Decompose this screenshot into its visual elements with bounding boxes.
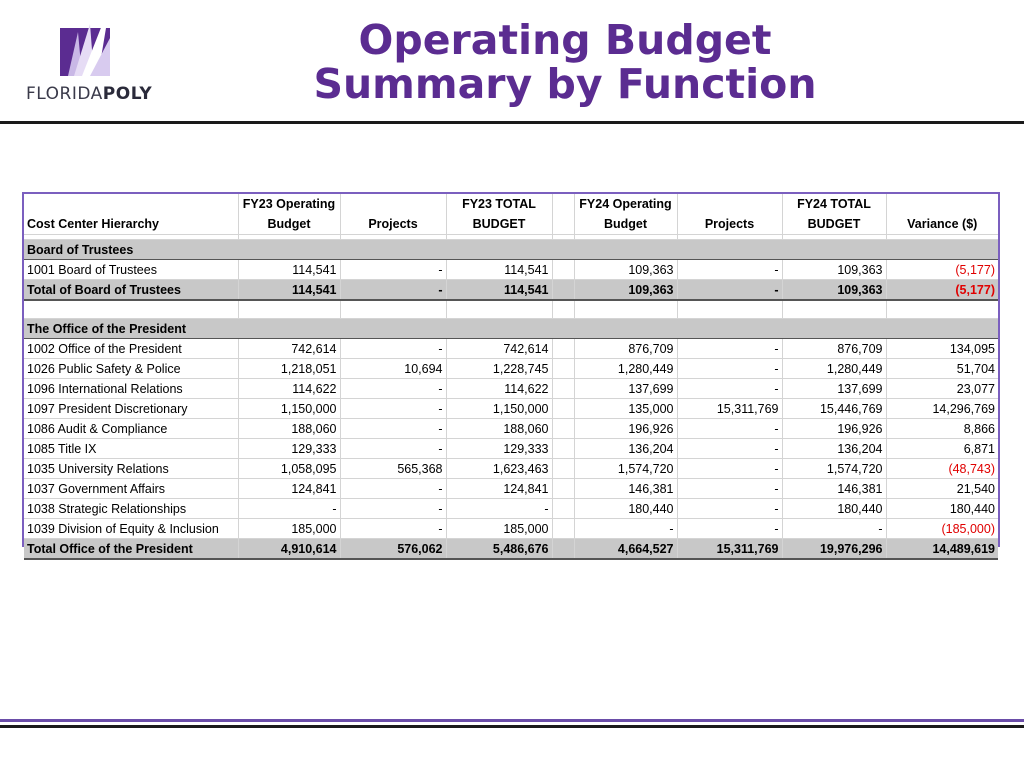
total-fy24-total: 19,976,296 bbox=[782, 539, 886, 560]
fy24-op-cell: 136,204 bbox=[574, 439, 677, 459]
gap-cell bbox=[552, 379, 574, 399]
total-fy24-op: 4,664,527 bbox=[574, 539, 677, 560]
total-label: Total of Board of Trustees bbox=[24, 280, 238, 301]
fy24-proj-cell: - bbox=[677, 339, 782, 359]
fy23-total-cell: 185,000 bbox=[446, 519, 552, 539]
fy23-total-cell: 1,623,463 bbox=[446, 459, 552, 479]
fy23-total-cell: 129,333 bbox=[446, 439, 552, 459]
total-row-office-of-the-president bbox=[24, 539, 998, 560]
total-fy24-proj: 15,311,769 bbox=[677, 539, 782, 560]
header-row-top bbox=[24, 194, 998, 214]
column-header: Variance ($) bbox=[886, 214, 998, 235]
col-top bbox=[886, 194, 998, 214]
gap-cell bbox=[552, 260, 574, 280]
fy23-op-cell: 185,000 bbox=[238, 519, 340, 539]
table-row bbox=[24, 419, 998, 439]
fy24-total-cell: 109,363 bbox=[782, 260, 886, 280]
total-row-board-of-trustees bbox=[24, 280, 998, 301]
total-fy23-op: 114,541 bbox=[238, 280, 340, 301]
table-row bbox=[24, 479, 998, 499]
fy24-op-cell: 137,699 bbox=[574, 379, 677, 399]
fy24-proj-cell: - bbox=[677, 379, 782, 399]
fy23-op-cell: 114,541 bbox=[238, 260, 340, 280]
fy23-total-cell: 124,841 bbox=[446, 479, 552, 499]
gap-cell bbox=[552, 519, 574, 539]
col-top: FY24 Operating bbox=[574, 194, 677, 214]
fy24-total-cell: - bbox=[782, 519, 886, 539]
variance-cell: 8,866 bbox=[886, 419, 998, 439]
total-variance: (5,177) bbox=[886, 280, 998, 301]
section-label: Board of Trustees bbox=[24, 240, 998, 260]
fy23-op-cell: 742,614 bbox=[238, 339, 340, 359]
column-header: BUDGET bbox=[782, 214, 886, 235]
table-row bbox=[24, 439, 998, 459]
fy23-op-cell: 1,150,000 bbox=[238, 399, 340, 419]
title-line-2: Summary by Function bbox=[313, 60, 817, 108]
fy24-op-cell: 146,381 bbox=[574, 479, 677, 499]
gap-cell bbox=[552, 359, 574, 379]
section-label: The Office of the President bbox=[24, 319, 998, 339]
footer-divider-purple bbox=[0, 719, 1024, 722]
fy23-proj-cell: - bbox=[340, 379, 446, 399]
col-top: FY23 TOTAL bbox=[446, 194, 552, 214]
total-fy23-proj: 576,062 bbox=[340, 539, 446, 560]
cost-center-cell: 1002 Office of the President bbox=[24, 339, 238, 359]
col-top bbox=[24, 194, 238, 214]
title-line-1: Operating Budget bbox=[358, 16, 772, 64]
fy23-op-cell: 124,841 bbox=[238, 479, 340, 499]
fy24-total-cell: 1,280,449 bbox=[782, 359, 886, 379]
fy24-proj-cell: - bbox=[677, 519, 782, 539]
total-fy23-op: 4,910,614 bbox=[238, 539, 340, 560]
table-row bbox=[24, 399, 998, 419]
fy24-op-cell: 180,440 bbox=[574, 499, 677, 519]
variance-cell: 21,540 bbox=[886, 479, 998, 499]
gap-cell bbox=[552, 280, 574, 301]
table-row bbox=[24, 499, 998, 519]
cost-center-cell: 1035 University Relations bbox=[24, 459, 238, 479]
col-top bbox=[677, 194, 782, 214]
gap-cell bbox=[552, 499, 574, 519]
page-title bbox=[300, 18, 830, 106]
cost-center-cell: 1037 Government Affairs bbox=[24, 479, 238, 499]
cost-center-cell: 1096 International Relations bbox=[24, 379, 238, 399]
fy23-total-cell: 1,150,000 bbox=[446, 399, 552, 419]
total-fy24-total: 109,363 bbox=[782, 280, 886, 301]
total-fy24-op: 109,363 bbox=[574, 280, 677, 301]
gap-cell bbox=[552, 459, 574, 479]
cost-center-cell: 1038 Strategic Relationships bbox=[24, 499, 238, 519]
cost-center-cell: 1097 President Discretionary bbox=[24, 399, 238, 419]
col-top bbox=[340, 194, 446, 214]
fy24-op-cell: - bbox=[574, 519, 677, 539]
cost-center-cell: 1086 Audit & Compliance bbox=[24, 419, 238, 439]
fy23-proj-cell: 565,368 bbox=[340, 459, 446, 479]
fy24-op-cell: 196,926 bbox=[574, 419, 677, 439]
table-row bbox=[24, 359, 998, 379]
blank-row bbox=[24, 300, 998, 319]
header-row-bottom bbox=[24, 214, 998, 235]
variance-cell: 51,704 bbox=[886, 359, 998, 379]
column-header: Projects bbox=[340, 214, 446, 235]
total-label: Total Office of the President bbox=[24, 539, 238, 560]
fy23-op-cell: - bbox=[238, 499, 340, 519]
fy24-op-cell: 1,574,720 bbox=[574, 459, 677, 479]
logo-mark-icon bbox=[60, 18, 112, 78]
fy24-proj-cell: - bbox=[677, 419, 782, 439]
variance-cell: 180,440 bbox=[886, 499, 998, 519]
logo-wordmark: FLORIDAPOLY bbox=[26, 84, 153, 104]
fy24-total-cell: 15,446,769 bbox=[782, 399, 886, 419]
fy23-proj-cell: - bbox=[340, 519, 446, 539]
florida-poly-logo bbox=[26, 18, 156, 108]
cost-center-cell: 1001 Board of Trustees bbox=[24, 260, 238, 280]
fy23-total-cell: 114,541 bbox=[446, 260, 552, 280]
fy24-op-cell: 1,280,449 bbox=[574, 359, 677, 379]
budget-table bbox=[24, 194, 998, 560]
gap-cell bbox=[552, 399, 574, 419]
fy23-proj-cell: - bbox=[340, 499, 446, 519]
variance-cell: (48,743) bbox=[886, 459, 998, 479]
cost-center-cell: 1026 Public Safety & Police bbox=[24, 359, 238, 379]
fy23-op-cell: 129,333 bbox=[238, 439, 340, 459]
section-row-board-of-trustees bbox=[24, 240, 998, 260]
variance-cell: 6,871 bbox=[886, 439, 998, 459]
fy24-total-cell: 876,709 bbox=[782, 339, 886, 359]
board-of-trustees-rows bbox=[24, 260, 998, 280]
fy24-total-cell: 180,440 bbox=[782, 499, 886, 519]
fy24-total-cell: 196,926 bbox=[782, 419, 886, 439]
gap-cell bbox=[552, 439, 574, 459]
column-header: Cost Center Hierarchy bbox=[24, 214, 238, 235]
fy24-op-cell: 135,000 bbox=[574, 399, 677, 419]
fy24-proj-cell: 15,311,769 bbox=[677, 399, 782, 419]
variance-cell: (5,177) bbox=[886, 260, 998, 280]
variance-cell: 134,095 bbox=[886, 339, 998, 359]
section-row-office-of-the-president bbox=[24, 319, 998, 339]
cost-center-cell: 1039 Division of Equity & Inclusion bbox=[24, 519, 238, 539]
fy23-op-cell: 188,060 bbox=[238, 419, 340, 439]
total-fy23-total: 5,486,676 bbox=[446, 539, 552, 560]
fy23-proj-cell: - bbox=[340, 419, 446, 439]
column-header: Budget bbox=[238, 214, 340, 235]
cost-center-cell: 1085 Title IX bbox=[24, 439, 238, 459]
fy24-total-cell: 1,574,720 bbox=[782, 459, 886, 479]
fy23-total-cell: 188,060 bbox=[446, 419, 552, 439]
fy23-proj-cell: - bbox=[340, 399, 446, 419]
total-fy23-proj: - bbox=[340, 280, 446, 301]
gap-cell bbox=[552, 539, 574, 560]
fy23-op-cell: 1,058,095 bbox=[238, 459, 340, 479]
col-top bbox=[552, 194, 574, 214]
table-row bbox=[24, 339, 998, 359]
gap-cell bbox=[552, 419, 574, 439]
table-row bbox=[24, 260, 998, 280]
fy23-total-cell: 742,614 bbox=[446, 339, 552, 359]
fy23-total-cell: 114,622 bbox=[446, 379, 552, 399]
gap-cell bbox=[552, 339, 574, 359]
col-top: FY23 Operating bbox=[238, 194, 340, 214]
variance-cell: (185,000) bbox=[886, 519, 998, 539]
fy24-total-cell: 146,381 bbox=[782, 479, 886, 499]
column-header: Projects bbox=[677, 214, 782, 235]
budget-table-frame bbox=[22, 192, 1000, 556]
total-variance: 14,489,619 bbox=[886, 539, 998, 560]
fy24-proj-cell: - bbox=[677, 459, 782, 479]
table-row bbox=[24, 459, 998, 479]
fy23-proj-cell: - bbox=[340, 439, 446, 459]
table-row bbox=[24, 519, 998, 539]
fy23-proj-cell: 10,694 bbox=[340, 359, 446, 379]
fy24-total-cell: 137,699 bbox=[782, 379, 886, 399]
header-divider bbox=[0, 121, 1024, 124]
fy23-proj-cell: - bbox=[340, 479, 446, 499]
total-fy24-proj: - bbox=[677, 280, 782, 301]
fy23-proj-cell: - bbox=[340, 339, 446, 359]
gap-cell bbox=[552, 479, 574, 499]
fy24-total-cell: 136,204 bbox=[782, 439, 886, 459]
column-header bbox=[552, 214, 574, 235]
fy24-proj-cell: - bbox=[677, 479, 782, 499]
table-row bbox=[24, 379, 998, 399]
fy23-proj-cell: - bbox=[340, 260, 446, 280]
office-of-the-president-rows bbox=[24, 339, 998, 539]
fy23-total-cell: - bbox=[446, 499, 552, 519]
fy24-op-cell: 876,709 bbox=[574, 339, 677, 359]
variance-cell: 23,077 bbox=[886, 379, 998, 399]
column-header: BUDGET bbox=[446, 214, 552, 235]
col-top: FY24 TOTAL bbox=[782, 194, 886, 214]
fy23-op-cell: 114,622 bbox=[238, 379, 340, 399]
fy23-op-cell: 1,218,051 bbox=[238, 359, 340, 379]
fy24-proj-cell: - bbox=[677, 260, 782, 280]
variance-cell: 14,296,769 bbox=[886, 399, 998, 419]
footer-divider-black bbox=[0, 725, 1024, 728]
total-fy23-total: 114,541 bbox=[446, 280, 552, 301]
fy24-proj-cell: - bbox=[677, 499, 782, 519]
column-header: Budget bbox=[574, 214, 677, 235]
fy24-proj-cell: - bbox=[677, 359, 782, 379]
fy24-proj-cell: - bbox=[677, 439, 782, 459]
fy24-op-cell: 109,363 bbox=[574, 260, 677, 280]
fy23-total-cell: 1,228,745 bbox=[446, 359, 552, 379]
